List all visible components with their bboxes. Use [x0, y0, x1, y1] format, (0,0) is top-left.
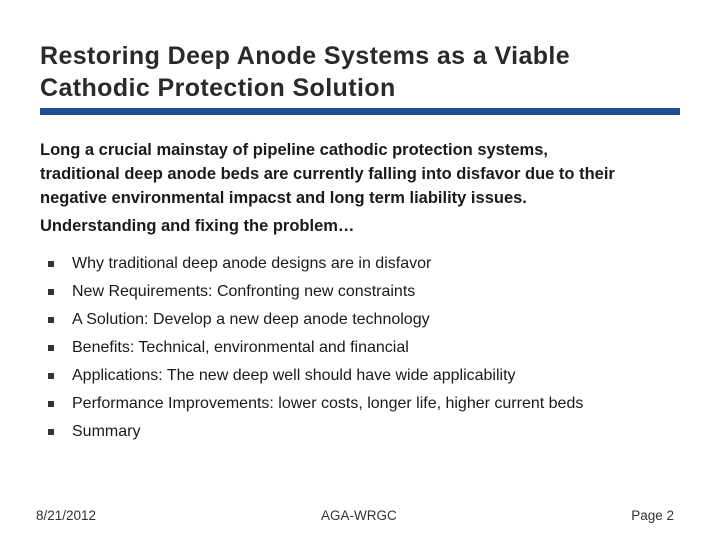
footer-date: 8/21/2012 — [36, 508, 97, 523]
title-line-2: Cathodic Protection Solution — [40, 74, 396, 102]
footer-organization: AGA-WRGC — [321, 508, 397, 523]
intro-paragraph — [40, 138, 690, 210]
square-bullet-icon — [48, 401, 54, 407]
bullet-text: New Requirements: Confronting new constraints — [72, 283, 416, 300]
square-bullet-icon — [48, 373, 54, 379]
square-bullet-icon — [48, 345, 54, 351]
bullet-list — [46, 251, 583, 447]
slide-title — [40, 40, 700, 104]
square-bullet-icon — [48, 261, 54, 267]
bullet-item — [46, 391, 583, 419]
bullet-text: Why traditional deep anode designs are in disfavor — [72, 255, 432, 272]
bullet-item — [46, 251, 583, 279]
bullet-item — [46, 363, 583, 391]
bullet-item — [46, 419, 583, 447]
subheading: Understanding and fixing the problem… — [40, 217, 355, 235]
square-bullet-icon — [48, 429, 54, 435]
bullet-item — [46, 335, 583, 363]
footer-page-number: Page 2 — [631, 508, 674, 523]
bullet-item — [46, 279, 583, 307]
bullet-text: A Solution: Develop a new deep anode technology — [72, 311, 430, 328]
title-divider — [40, 108, 680, 115]
bullet-item — [46, 307, 583, 335]
square-bullet-icon — [48, 317, 54, 323]
bullet-text: Benefits: Technical, environmental and financial — [72, 339, 409, 356]
bullet-text: Applications: The new deep well should have wide applicability — [72, 367, 516, 384]
intro-line-2: traditional deep anode beds are currently falling into disfavor due to their — [40, 165, 615, 183]
square-bullet-icon — [48, 289, 54, 295]
bullet-text: Performance Improvements: lower costs, longer life, higher current beds — [72, 395, 584, 412]
intro-line-3: negative environmental impacst and long term liability issues. — [40, 189, 527, 207]
intro-line-1: Long a crucial mainstay of pipeline cathodic protection systems, — [40, 141, 548, 159]
title-line-1: Restoring Deep Anode Systems as a Viable — [40, 42, 571, 70]
bullet-text: Summary — [72, 423, 141, 440]
